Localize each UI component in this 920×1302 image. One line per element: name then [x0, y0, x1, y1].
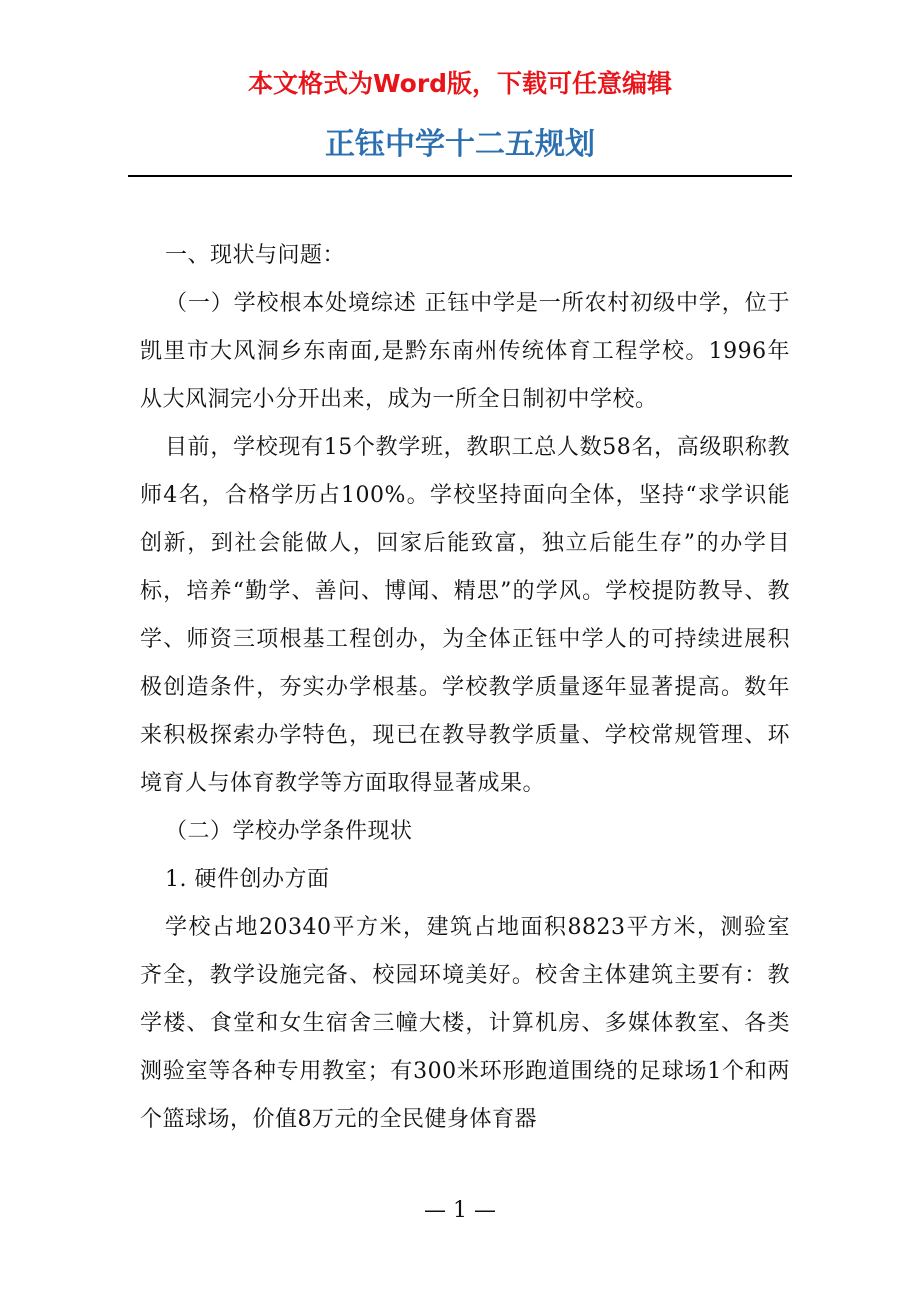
paragraph: 目前，学校现有15个教学班，教职工总人数58名，高级职称教师4名，合格学历占100%。学校坚持面向全体，坚持“求学识能创新，到社会能做人，回家后能致富，独立后能生存”的办学目标，培养“勤学、善问、博闻、精思”的学风。学校提防教导、教学、师资三项根基工程创办，为全体正钰中学人的可持续进展积极创造条件，夯实办学根基。学校教学质量逐年显著提高。数年来积极探索办学特色，现已在教导教学质量、学校常规管理、环境育人与体育教学等方面取得显著成果。 — [140, 435, 790, 796]
download-banner: 本文格式为Word版，下载可任意编辑 — [247, 69, 673, 98]
page-number: — 1 — — [424, 1198, 496, 1223]
subsection-heading: 1. 硬件创办方面 — [165, 867, 330, 892]
subsection-heading: （二）学校办学条件现状 — [165, 819, 413, 844]
document-body — [140, 232, 790, 1144]
paragraph: （一）学校根本处境综述 正钰中学是一所农村初级中学，位于凯里市大风洞乡东南面,是黔东南州传统体育工程学校。1996年从大风洞完小分开出来，成为一所全日制初中学校。 — [140, 291, 790, 412]
paragraph: 学校占地20340平方米，建筑占地面积8823平方米，测验室齐全，教学设施完备、校园环境美好。校舍主体建筑主要有：教学楼、食堂和女生宿舍三幢大楼，计算机房、多媒体教室、各类测验室等各种专用教室；有300米环形跑道围绕的足球场1个和两个篮球场，价值8万元的全民健身体育器 — [140, 915, 790, 1132]
title-underline — [128, 175, 792, 177]
section-heading: 一、现状与问题： — [165, 243, 346, 268]
document-title: 正钰中学十二五规划 — [325, 127, 595, 162]
